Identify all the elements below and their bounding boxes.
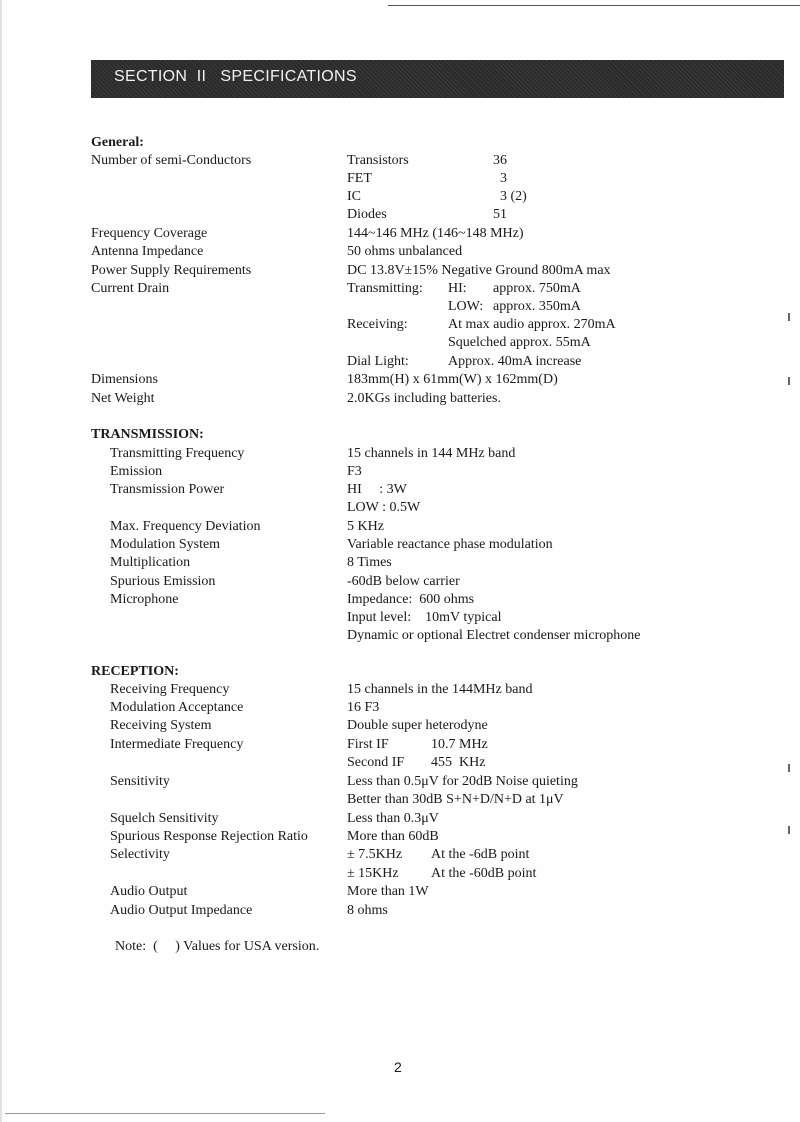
usa-version-note: Note: ( ) Values for USA version. <box>115 939 320 954</box>
value-spurious-rejection: More than 60dB <box>347 829 439 844</box>
bottom-rule <box>5 1113 325 1114</box>
dial-light-label: Dial Light: <box>347 354 409 369</box>
value-sensitivity-2: Better than 30dB S+N+D/N+D at 1μV <box>347 792 564 807</box>
label-spurious-emission: Spurious Emission <box>110 574 216 589</box>
label-current-drain: Current Drain <box>91 281 170 296</box>
top-rule <box>388 5 800 6</box>
label-spurious-rejection: Spurious Response Rejection Ratio <box>110 829 308 844</box>
label-multiplication: Multiplication <box>110 555 191 570</box>
label-rx-system: Receiving System <box>110 718 212 733</box>
low-label: LOW: <box>448 299 484 314</box>
hi-value: approx. 750mA <box>493 281 581 296</box>
label-microphone: Microphone <box>110 592 179 607</box>
value-rx-system: Double super heterodyne <box>347 718 488 733</box>
label-tx-frequency: Transmitting Frequency <box>110 446 245 461</box>
sel-2-bandwidth: ± 15KHz <box>347 866 399 881</box>
label-dimensions: Dimensions <box>91 372 158 387</box>
label-modulation: Modulation System <box>110 537 221 552</box>
value-antenna-impedance: 50 ohms unbalanced <box>347 244 463 259</box>
value-spurious-emission: -60dB below carrier <box>347 574 460 589</box>
value-power-low: LOW : 0.5W <box>347 500 421 515</box>
semi-count: 36 <box>493 153 507 168</box>
second-if-value: 455 KHz <box>431 755 486 770</box>
value-emission: F3 <box>347 464 362 479</box>
value-sensitivity-1: Less than 0.5μV for 20dB Noise quieting <box>347 774 578 789</box>
semi-name: FET <box>347 171 372 186</box>
value-rx-frequency: 15 channels in the 144MHz band <box>347 682 533 697</box>
recv-max-value: At max audio approx. 270mA <box>448 317 616 332</box>
general-heading: General: <box>91 135 144 150</box>
label-power-supply: Power Supply Requirements <box>91 263 252 278</box>
label-net-weight: Net Weight <box>91 391 155 406</box>
low-value: approx. 350mA <box>493 299 581 314</box>
value-deviation: 5 KHz <box>347 519 384 534</box>
label-tx-power: Transmission Power <box>110 482 225 497</box>
label-frequency-coverage: Frequency Coverage <box>91 226 208 241</box>
sel-2-point: At the -60dB point <box>431 866 537 881</box>
transmission-heading: TRANSMISSION: <box>91 427 204 442</box>
section-title: SECTION II SPECIFICATIONS <box>114 68 357 85</box>
value-frequency-coverage: 144~146 MHz (146~148 MHz) <box>347 226 524 241</box>
label-acceptance: Modulation Acceptance <box>110 700 244 715</box>
value-multiplication: 8 Times <box>347 555 392 570</box>
value-mic-input: Input level: 10mV typical <box>347 610 502 625</box>
margin-mark <box>788 764 790 772</box>
value-mic-type: Dynamic or optional Electret condenser microphone <box>347 628 641 643</box>
second-if-label: Second IF <box>347 755 405 770</box>
margin-mark <box>788 313 790 321</box>
value-mic-impedance: Impedance: 600 ohms <box>347 592 475 607</box>
first-if-label: First IF <box>347 737 389 752</box>
receiving-label: Receiving: <box>347 317 408 332</box>
hi-label: HI: <box>448 281 467 296</box>
semi-count: 3 <box>500 171 507 186</box>
transmitting-label: Transmitting: <box>347 281 423 296</box>
page-edge-shadow <box>0 0 2 1122</box>
margin-mark <box>788 826 790 834</box>
semi-name: Transistors <box>347 153 409 168</box>
value-power-supply: DC 13.8V±15% Negative Ground 800mA max <box>347 263 611 278</box>
label-if: Intermediate Frequency <box>110 737 244 752</box>
value-modulation: Variable reactance phase modulation <box>347 537 553 552</box>
label-deviation: Max. Frequency Deviation <box>110 519 261 534</box>
page-number: 2 <box>394 1059 402 1075</box>
label-selectivity: Selectivity <box>110 847 170 862</box>
label-audio-impedance: Audio Output Impedance <box>110 903 253 918</box>
margin-mark <box>788 377 790 385</box>
value-power-hi: HI : 3W <box>347 482 407 497</box>
reception-heading: RECEPTION: <box>91 664 179 679</box>
label-squelch: Squelch Sensitivity <box>110 811 219 826</box>
label-antenna-impedance: Antenna Impedance <box>91 244 204 259</box>
first-if-value: 10.7 MHz <box>431 737 488 752</box>
label-sensitivity: Sensitivity <box>110 774 170 789</box>
value-squelch: Less than 0.3μV <box>347 811 439 826</box>
label-emission: Emission <box>110 464 163 479</box>
semi-name: Diodes <box>347 207 387 222</box>
label-audio-output: Audio Output <box>110 884 188 899</box>
dial-light-value: Approx. 40mA increase <box>448 354 582 369</box>
value-audio-impedance: 8 ohms <box>347 903 388 918</box>
recv-squelched-value: Squelched approx. 55mA <box>448 335 591 350</box>
label-rx-frequency: Receiving Frequency <box>110 682 230 697</box>
value-tx-frequency: 15 channels in 144 MHz band <box>347 446 516 461</box>
semi-count: 3 (2) <box>500 189 527 204</box>
value-net-weight: 2.0KGs including batteries. <box>347 391 501 406</box>
semi-name: IC <box>347 189 361 204</box>
value-dimensions: 183mm(H) x 61mm(W) x 162mm(D) <box>347 372 558 387</box>
value-acceptance: 16 F3 <box>347 700 380 715</box>
sel-1-bandwidth: ± 7.5KHz <box>347 847 403 862</box>
semi-count: 51 <box>493 207 507 222</box>
value-audio-output: More than 1W <box>347 884 429 899</box>
label-semiconductors: Number of semi-Conductors <box>91 153 252 168</box>
sel-1-point: At the -6dB point <box>431 847 530 862</box>
